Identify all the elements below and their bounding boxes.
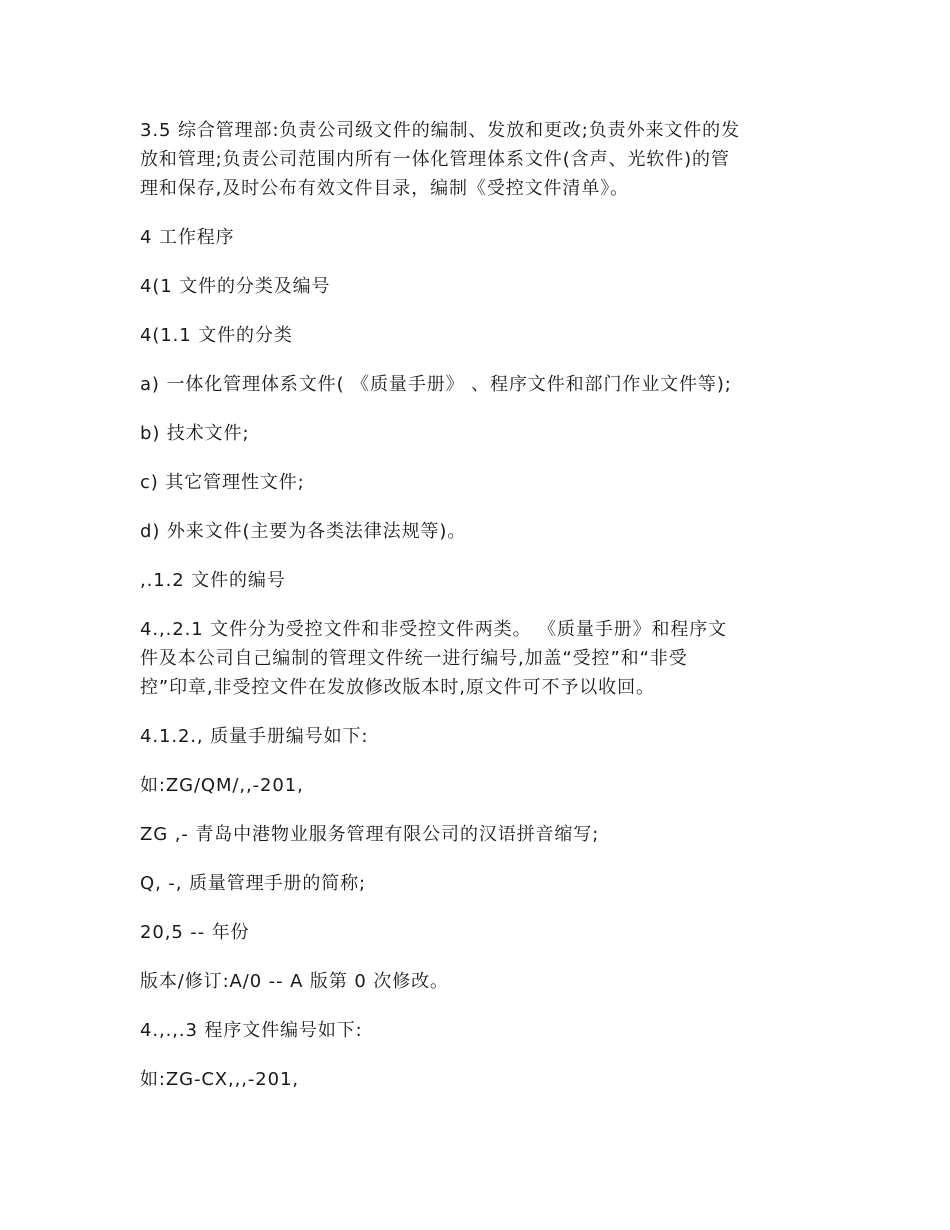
text-line: 放和管理;负责公司范围内所有一体化管理体系文件(含声、光软件)的管: [140, 149, 730, 170]
text-line: 4(1.1 文件的分类: [140, 325, 293, 346]
text-line: 4(1 文件的分类及编号: [140, 276, 331, 297]
text-line: 4.1.2., 质量手册编号如下:: [140, 726, 369, 747]
text-line: 如:ZG/QM/,,-201,: [140, 775, 304, 796]
text-line: 如:ZG-CX,,,-201,: [140, 1069, 299, 1090]
text-line: 版本/修订:A/0 -- A 版第 0 次修改。: [140, 971, 449, 992]
document-body: [140, 116, 820, 1114]
heading-classification: [140, 321, 820, 350]
code-explanation-version: [140, 967, 820, 996]
text-line: 理和保存,及时公布有效文件目录，编制《受控文件清单》。: [140, 178, 630, 199]
heading-numbering: [140, 566, 820, 595]
text-line: c) 其它管理性文件;: [140, 472, 305, 493]
list-item-a: [140, 370, 820, 399]
text-line: 20,5 -- 年份: [140, 922, 250, 943]
heading-work-procedure: [140, 223, 820, 252]
text-line: ,.1.2 文件的编号: [140, 570, 286, 591]
heading-procedure-numbering: [140, 1016, 820, 1045]
text-line: ZG ,- 青岛中港物业服务管理有限公司的汉语拼音缩写;: [140, 824, 600, 845]
paragraph-3-5: [140, 116, 820, 203]
text-line: d) 外来文件(主要为各类法律法规等)。: [140, 521, 467, 542]
text-line: Q, -, 质量管理手册的简称;: [140, 873, 367, 894]
paragraph-controlled-docs: [140, 615, 820, 702]
code-explanation-zg: [140, 820, 820, 849]
text-line: 4.,.2.1 文件分为受控文件和非受控文件两类。 《质量手册》和程序文: [140, 619, 728, 640]
text-line: 3.5 综合管理部:负责公司级文件的编制、发放和更改;负责外来文件的发: [140, 120, 740, 141]
code-explanation-year: [140, 918, 820, 947]
code-explanation-q: [140, 869, 820, 898]
text-line: b) 技术文件;: [140, 423, 250, 444]
text-line: 件及本公司自己编制的管理文件统一进行编号,加盖“受控”和“非受: [140, 648, 688, 669]
text-line: 4.,.,.3 程序文件编号如下:: [140, 1020, 363, 1041]
list-item-c: [140, 468, 820, 497]
example-manual-code: [140, 771, 820, 800]
heading-manual-numbering: [140, 722, 820, 751]
list-item-d: [140, 517, 820, 546]
heading-classification-numbering: [140, 272, 820, 301]
text-line: 4 工作程序: [140, 227, 235, 248]
text-line: 控”印章,非受控文件在发放修改版本时,原文件可不予以收回。: [140, 677, 655, 698]
text-line: a) 一体化管理体系文件( 《质量手册》 、程序文件和部门作业文件等);: [140, 374, 732, 395]
example-procedure-code: [140, 1065, 820, 1094]
list-item-b: [140, 419, 820, 448]
